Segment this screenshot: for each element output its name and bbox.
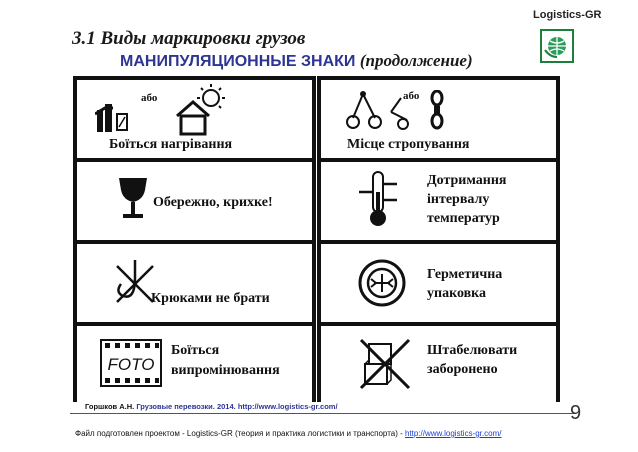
sign-label-line1: Дотримання — [427, 173, 507, 188]
footer-prepared — [75, 429, 501, 438]
or-word: або — [141, 92, 158, 104]
logo-text: Logistics-GR — [533, 9, 602, 21]
sign-label: Боїться нагрівання — [109, 137, 233, 152]
page-number: 9 — [570, 402, 582, 424]
sign-label-line2: заборонено — [427, 362, 498, 377]
sign-cell-no-hooks — [77, 244, 312, 322]
photo-text: FOTO — [107, 355, 155, 374]
footer-citation — [85, 402, 338, 411]
sign-label: Обережно, крихке! — [153, 195, 273, 210]
no-stacking-icon — [357, 336, 413, 392]
sign-cell-radiation — [77, 326, 312, 402]
subtitle-main: МАНИПУЛЯЦИОННЫЕ ЗНАКИ — [120, 53, 356, 70]
sign-cell-sling — [321, 80, 556, 158]
sign-cell-sealed — [321, 244, 556, 322]
sign-label-line2: інтервалу — [427, 192, 490, 207]
sun-heating-icon — [173, 82, 235, 138]
sign-label: Місце стропування — [347, 137, 470, 152]
sign-label: Крюками не брати — [151, 291, 270, 306]
footer-url[interactable]: http://www.logistics-gr.com/ — [237, 402, 338, 411]
slide-title: 3.1 Виды маркировки грузов — [72, 28, 306, 49]
footer-book: Грузовые перевозки. 2014. — [136, 402, 236, 411]
sign-label-line1: Штабелювати — [427, 343, 518, 358]
prepared-link[interactable]: http://www.logistics-gr.com/ — [404, 429, 502, 438]
sign-label-line2: упаковка — [427, 286, 487, 301]
sign-label-line3: температур — [427, 211, 500, 226]
sling-chain-icon — [345, 90, 409, 134]
sealed-package-icon — [357, 258, 407, 308]
sign-cell-heat — [77, 80, 312, 158]
prepared-text: Файл подготовлен проектом - Logistics-GR (теория и практика логистики и транспорта) - — [75, 429, 405, 438]
signs-column-right — [317, 76, 560, 402]
sign-cell-no-stacking — [321, 326, 556, 402]
sign-label-line2: випромінювання — [171, 363, 280, 378]
sign-label-line1: Боїться — [171, 343, 220, 358]
signs-column-left — [73, 76, 316, 402]
chain-icon — [427, 90, 447, 130]
subtitle-continuation: (продолжение) — [359, 51, 473, 70]
thermometer-icon — [357, 170, 401, 230]
fragile-glass-icon — [117, 176, 149, 222]
sign-cell-temperature — [321, 162, 556, 240]
radiation-film-icon — [99, 338, 163, 388]
footer-author: Горшков А.Н. — [85, 402, 135, 411]
footer-divider — [70, 413, 575, 414]
logo-globe-icon — [540, 29, 574, 63]
slide-subtitle — [120, 51, 473, 71]
or-word: або — [403, 90, 420, 102]
sign-cell-fragile — [77, 162, 312, 240]
sign-label-line1: Герметична — [427, 267, 503, 282]
